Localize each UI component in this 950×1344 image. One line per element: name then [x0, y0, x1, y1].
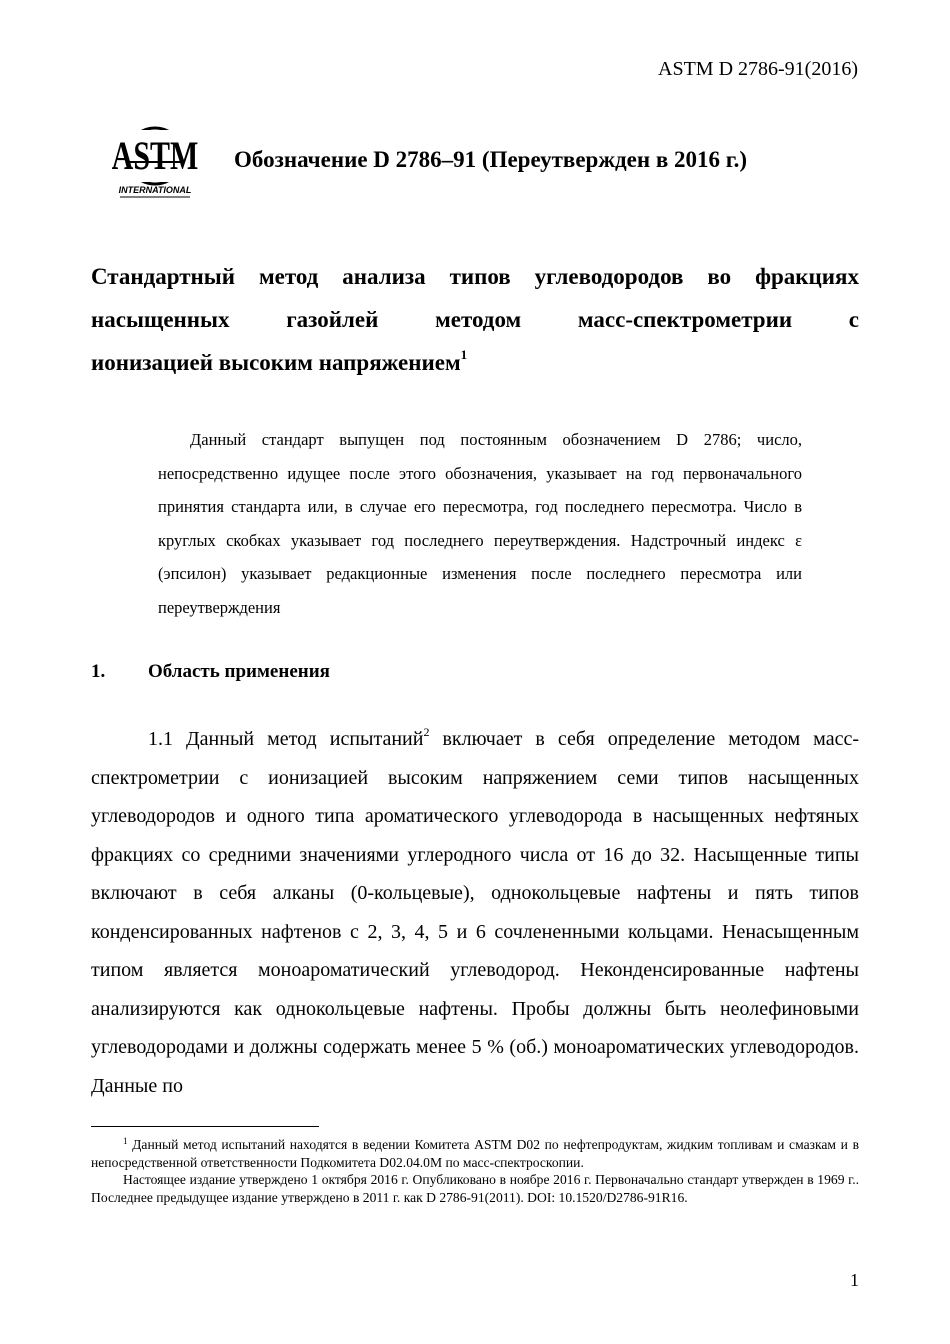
section-heading	[91, 661, 330, 683]
footnote-divider	[91, 1126, 319, 1127]
preamble-text: Данный стандарт выпущен под постоянным обозначением D 2786; число, непосредственно идущее после этого обозначения, указывает на год первоначального принятия стандарта или, в случае его пересмотра, год последнего пересмотра. Число в круглых скобках указывает год последнего переутверждения. Надстрочный индекс ε (эпсилон) указывает редакционные изменения после последнего пересмотра или переутверждения	[158, 430, 802, 617]
title-line-1: Стандартный метод анализа типов углеводородов во фракциях	[91, 264, 859, 289]
paragraph-number: 1.1	[148, 728, 173, 750]
footnote-1	[91, 1136, 859, 1171]
footnote-1-text: Данный метод испытаний находятся в ведении Комитета ASTM D02 по нефтепродуктам, жидким топливам и смазкам и в непосредственной ответственности Подкомитета D02.04.0M по масс-спектроскопии.	[91, 1137, 859, 1170]
section-number: 1.	[91, 661, 106, 682]
paragraph-1-1	[91, 720, 859, 1105]
standard-code: ASTM D 2786-91(2016)	[658, 58, 858, 80]
document-title	[91, 255, 859, 384]
logo-text: ASTM	[112, 132, 198, 179]
paragraph-text-start: Данный метод испытаний	[186, 728, 424, 750]
logo-subtext: INTERNATIONAL	[118, 185, 192, 195]
footnote-1-continued: Настоящее издание утверждено 1 октября 2016 г. Опубликовано в ноябре 2016 г. Первоначально стандарт утвержден в 1969 г.. Последнее предыдущее издание утверждено в 2011 г. как D 2786-91(2011). DOI: 10.1520/D2786-91R16.	[91, 1172, 859, 1205]
title-footnote-mark: 1	[460, 347, 468, 362]
title-line-2: насыщенных газойлей методом масс-спектрометрии с	[91, 307, 859, 332]
designation-heading: Обозначение D 2786–91 (Переутвержден в 2016 г.)	[234, 147, 748, 172]
title-line-3: ионизацией высоким напряжением	[91, 350, 461, 375]
astm-logo	[112, 126, 198, 200]
paragraph-footnote-mark: 2	[423, 725, 430, 739]
footnotes	[91, 1136, 859, 1206]
paragraph-text-rest: включает в себя определение методом масс-спектрометрии с ионизацией высоким напряжением семи типов насыщенных углеводородов и одного типа ароматического углеводорода в насыщенных нефтяных фракциях со средними значениями углеродного числа от 16 до 32. Насыщенные типы включают в себя алканы (0-кольцевые), однокольцевые нафтены и пять типов конденсированных нафтенов с 2, 3, 4, 5 и 6 сочлененными кольцами. Ненасыщенным типом является моноароматический углеводород. Неконденсированные нафтены анализируются как однокольцевые нафтены. Пробы должны быть неолефиновыми углеводородами и должны содержать менее 5 % (об.) моноароматических углеводородов. Данные по	[91, 728, 859, 1097]
footnote-1-mark: 1	[123, 1136, 128, 1146]
section-title: Область применения	[148, 661, 330, 682]
astm-logo-icon	[112, 126, 198, 200]
page-number: 1	[850, 1270, 859, 1290]
